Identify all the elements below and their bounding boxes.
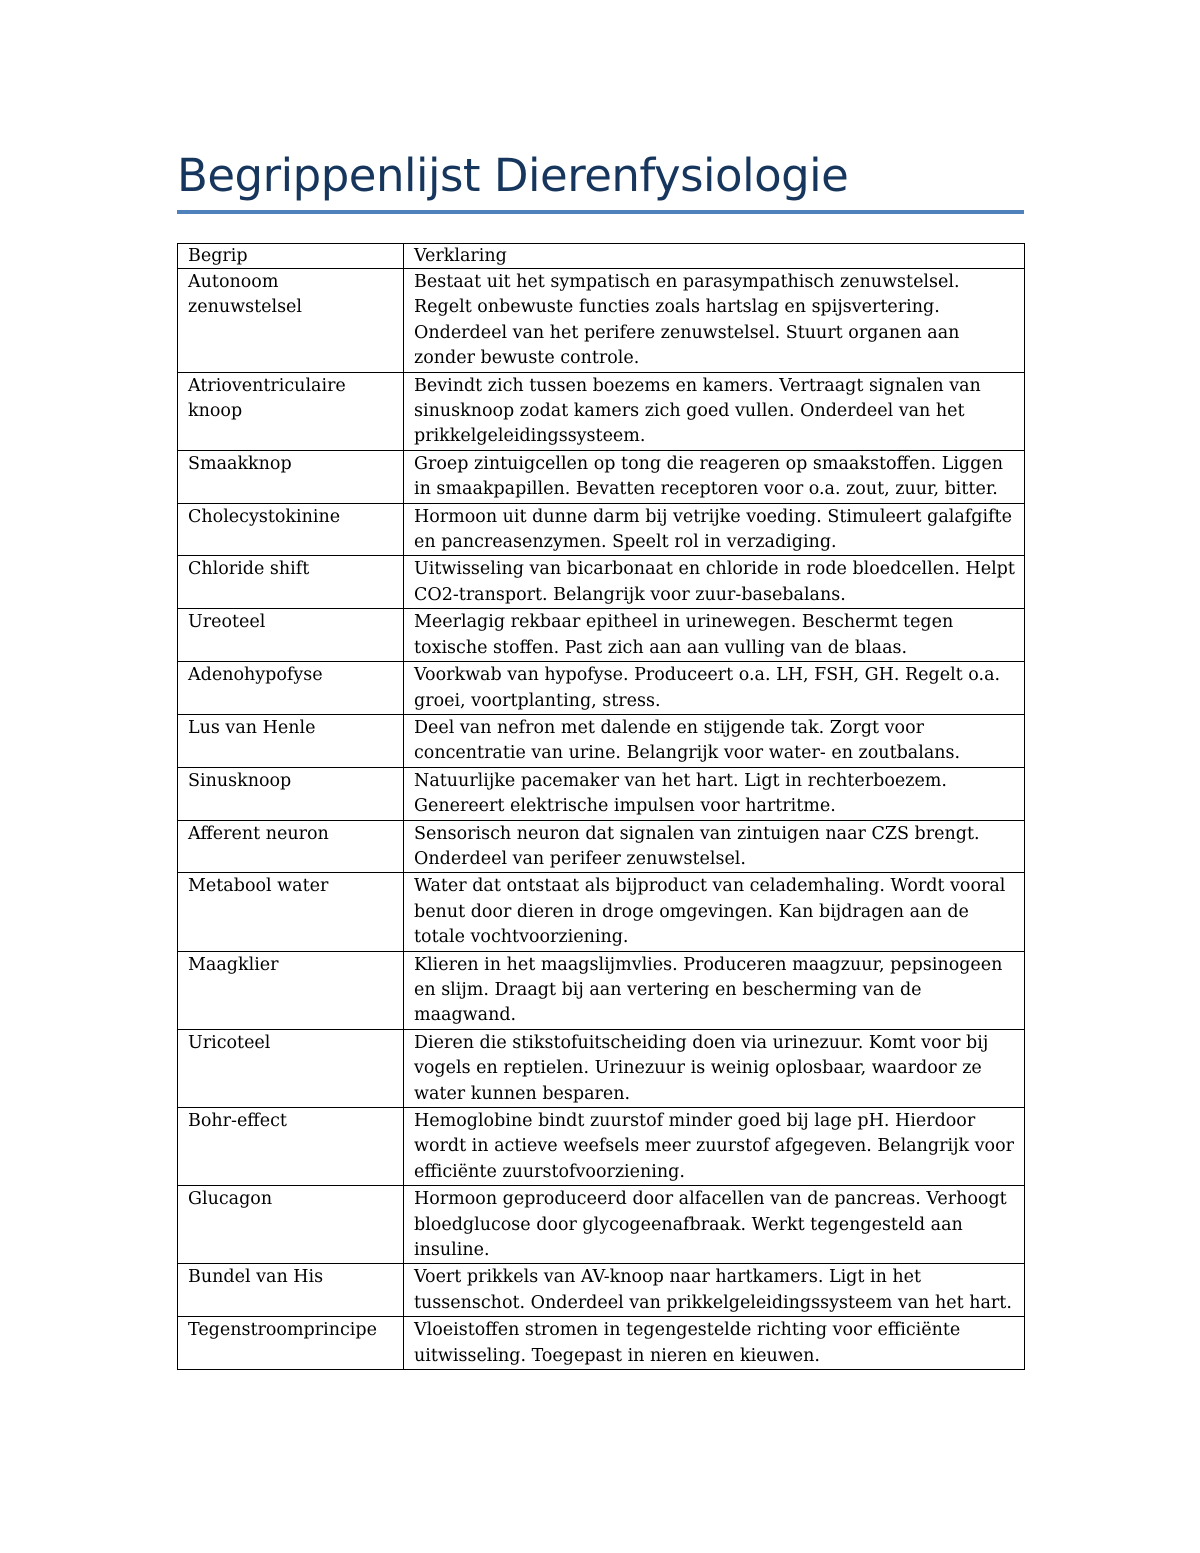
explanation-cell: Uitwisseling van bicarbonaat en chloride in rode bloedcellen. Helpt CO2-transport. Belangrijk voor zuur-basebalans. xyxy=(404,556,1025,609)
explanation-cell: Vloeistoffen stromen in tegengestelde richting voor efficiënte uitwisseling. Toegepast in nieren en kieuwen. xyxy=(404,1317,1025,1370)
table-row xyxy=(178,1186,1025,1264)
explanation-cell: Voorkwab van hypofyse. Produceert o.a. LH, FSH, GH. Regelt o.a. groei, voortplanting, stress. xyxy=(404,662,1025,715)
term-cell: Lus van Henle xyxy=(178,714,404,767)
table-row xyxy=(178,873,1025,951)
document-title: Begrippenlijst Dierenfysiologie xyxy=(177,149,849,202)
term-cell: Glucagon xyxy=(178,1186,404,1264)
term-cell: Afferent neuron xyxy=(178,820,404,873)
table-row xyxy=(178,662,1025,715)
term-cell: Sinusknoop xyxy=(178,767,404,820)
term-cell: Ureoteel xyxy=(178,609,404,662)
term-cell: Bundel van His xyxy=(178,1264,404,1317)
table-header-row xyxy=(178,244,1025,269)
table-row xyxy=(178,951,1025,1029)
explanation-cell: Klieren in het maagslijmvlies. Produceren maagzuur, pepsinogeen en slijm. Draagt bij aan vertering en bescherming van de maagwand. xyxy=(404,951,1025,1029)
table-row xyxy=(178,820,1025,873)
term-cell: Autonoom zenuwstelsel xyxy=(178,269,404,373)
explanation-cell: Groep zintuigcellen op tong die reageren op smaakstoffen. Liggen in smaakpapillen. Bevatten receptoren voor o.a. zout, zuur, bitter. xyxy=(404,450,1025,503)
explanation-cell: Deel van nefron met dalende en stijgende tak. Zorgt voor concentratie van urine. Belangrijk voor water- en zoutbalans. xyxy=(404,714,1025,767)
title-underline xyxy=(177,210,1024,214)
explanation-cell: Voert prikkels van AV-knoop naar hartkamers. Ligt in het tussenschot. Onderdeel van prikkelgeleidingssysteem van het hart. xyxy=(404,1264,1025,1317)
explanation-cell: Dieren die stikstofuitscheiding doen via urinezuur. Komt voor bij vogels en reptielen. Urinezuur is weinig oplosbaar, waardoor ze water kunnen besparen. xyxy=(404,1029,1025,1107)
term-cell: Adenohypofyse xyxy=(178,662,404,715)
table-row xyxy=(178,1264,1025,1317)
explanation-cell: Sensorisch neuron dat signalen van zintuigen naar CZS brengt. Onderdeel van perifeer zenuwstelsel. xyxy=(404,820,1025,873)
term-cell: Smaakknop xyxy=(178,450,404,503)
explanation-cell: Hormoon uit dunne darm bij vetrijke voeding. Stimuleert galafgifte en pancreasenzymen. Speelt rol in verzadiging. xyxy=(404,503,1025,556)
term-cell: Chloride shift xyxy=(178,556,404,609)
table-row xyxy=(178,767,1025,820)
term-cell: Atrioventriculaire knoop xyxy=(178,372,404,450)
term-cell: Metabool water xyxy=(178,873,404,951)
table-row xyxy=(178,609,1025,662)
explanation-cell: Natuurlijke pacemaker van het hart. Ligt in rechterboezem. Genereert elektrische impulsen voor hartritme. xyxy=(404,767,1025,820)
term-cell: Bohr-effect xyxy=(178,1108,404,1186)
table-row xyxy=(178,1317,1025,1370)
column-header-explanation: Verklaring xyxy=(404,244,1025,269)
term-cell: Uricoteel xyxy=(178,1029,404,1107)
explanation-cell: Hemoglobine bindt zuurstof minder goed bij lage pH. Hierdoor wordt in actieve weefsels meer zuurstof afgegeven. Belangrijk voor efficiënte zuurstofvoorziening. xyxy=(404,1108,1025,1186)
table-row xyxy=(178,450,1025,503)
term-cell: Maagklier xyxy=(178,951,404,1029)
explanation-cell: Bevindt zich tussen boezems en kamers. Vertraagt signalen van sinusknoop zodat kamers zich goed vullen. Onderdeel van het prikkelgeleidingssysteem. xyxy=(404,372,1025,450)
column-header-term: Begrip xyxy=(178,244,404,269)
explanation-cell: Water dat ontstaat als bijproduct van celademhaling. Wordt vooral benut door dieren in droge omgevingen. Kan bijdragen aan de totale vochtvoorziening. xyxy=(404,873,1025,951)
explanation-cell: Hormoon geproduceerd door alfacellen van de pancreas. Verhoogt bloedglucose door glycogeenafbraak. Werkt tegengesteld aan insuline. xyxy=(404,1186,1025,1264)
table-row xyxy=(178,714,1025,767)
table-row xyxy=(178,372,1025,450)
table-row xyxy=(178,1029,1025,1107)
table-row xyxy=(178,269,1025,373)
explanation-cell: Meerlagig rekbaar epitheel in urinewegen. Beschermt tegen toxische stoffen. Past zich aan aan vulling van de blaas. xyxy=(404,609,1025,662)
table-row xyxy=(178,556,1025,609)
explanation-cell: Bestaat uit het sympatisch en parasympathisch zenuwstelsel. Regelt onbewuste functies zoals hartslag en spijsvertering. Onderdeel van het perifere zenuwstelsel. Stuurt organen aan zonder bewuste controle. xyxy=(404,269,1025,373)
table-row xyxy=(178,1108,1025,1186)
term-cell: Tegenstroomprincipe xyxy=(178,1317,404,1370)
term-cell: Cholecystokinine xyxy=(178,503,404,556)
glossary-table xyxy=(177,243,1025,1370)
table-row xyxy=(178,503,1025,556)
